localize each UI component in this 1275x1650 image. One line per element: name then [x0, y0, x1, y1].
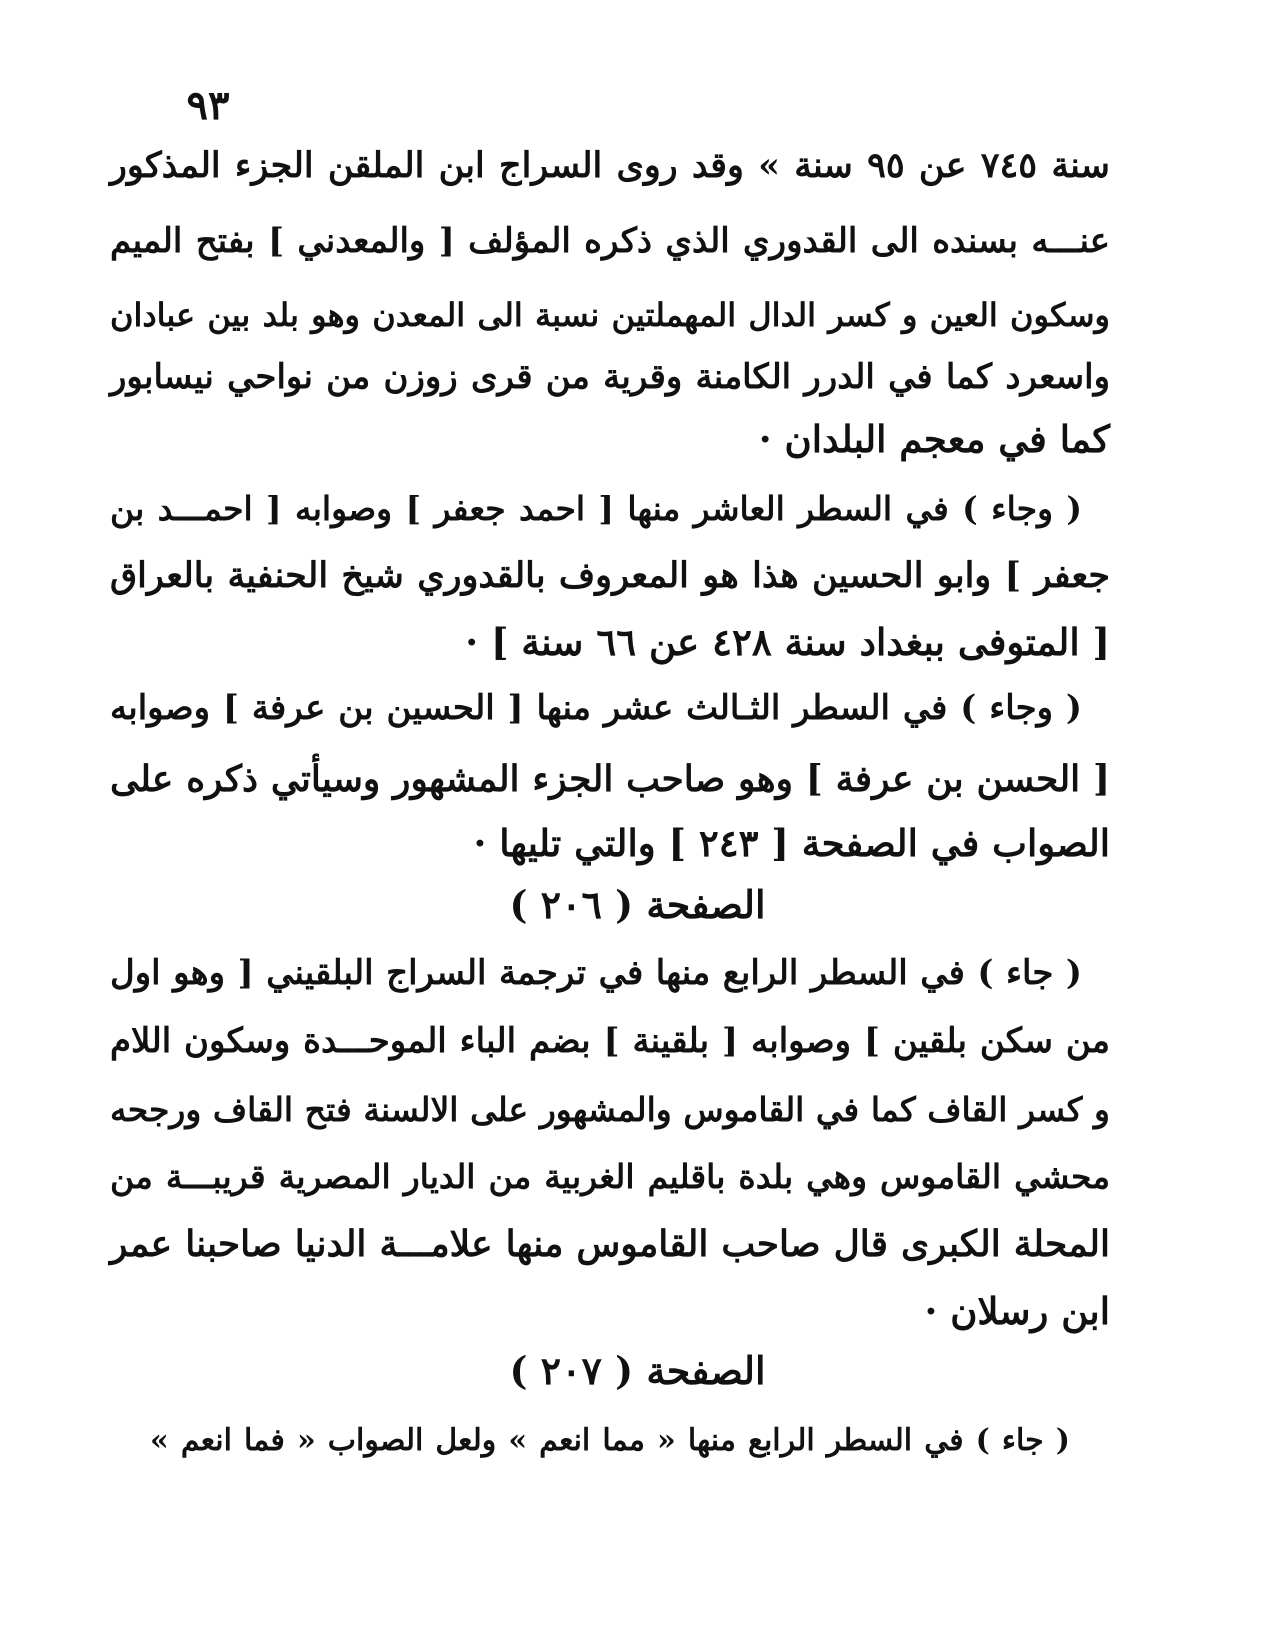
text-line: ( وجاء ) في السطر العاشر منها [ احمد جعفر ] وصوابه [ احمـــد بن: [110, 489, 1082, 528]
text-line: ( وجاء ) في السطر الثـالث عشر منها [ الحسين بن عرفة ] وصوابه: [110, 688, 1082, 728]
page-number: ٩٣: [186, 82, 230, 129]
text-line: [ الحسن بن عرفة ] وهو صاحب الجزء المشهور وسيأتي ذكره على: [110, 758, 1110, 800]
text-line: عنـــه بسنده الى القدوري الذي ذكره المؤلف [ والمعدني ] بفتح الميم: [110, 221, 1110, 261]
text-line: سنة ٧٤٥ عن ٩٥ سنة » وقد روى السراج ابن الملقن الجزء المذكور: [110, 145, 1110, 186]
text-line: واسعرد كما في الدرر الكامنة وقرية من قرى زوزن من نواحي نيسابور: [110, 357, 1110, 397]
text-line: وسكون العين و كسر الدال المهملتين نسبة الى المعدن وهو بلد بين عبادان: [110, 296, 1110, 334]
text-line: الصواب في الصفحة [ ٢٤٣ ] والتي تليها ·: [473, 821, 1110, 865]
text-line: جعفر ] وابو الحسين هذا هو المعروف بالقدوري شيخ الحنفية بالعراق: [110, 555, 1110, 596]
text-line: ( جاء ) في السطر الرابع منها في ترجمة السراج البلقيني [ وهو اول: [110, 953, 1082, 993]
text-line: [ المتوفى ببغداد سنة ٤٢٨ عن ٦٦ سنة ] ·: [465, 620, 1110, 664]
text-line: محشي القاموس وهي بلدة باقليم الغربية من الديار المصرية قريبـــة من: [110, 1157, 1110, 1196]
text-line: و كسر القاف كما في القاموس والمشهور على الالسنة فتح القاف ورجحه: [110, 1090, 1110, 1129]
text-line: ابن رسلان ·: [924, 1289, 1110, 1333]
section-heading: الصفحة ( ٢٠٧ ): [509, 1348, 766, 1393]
text-line: كما في معجم البلدان ·: [758, 417, 1110, 461]
text-line: ( جاء ) في السطر الرابع منها « مما انعم » ولعل الصواب « فما انعم »: [150, 1423, 1070, 1458]
section-heading: الصفحة ( ٢٠٦ ): [509, 882, 766, 927]
text-line: من سكن بلقين ] وصوابه [ بلقينة ] بضم الباء الموحـــدة وسكون اللام: [110, 1021, 1110, 1061]
text-line: المحلة الكبرى قال صاحب القاموس منها علامـــة الدنيا صاحبنا عمر: [110, 1223, 1110, 1265]
